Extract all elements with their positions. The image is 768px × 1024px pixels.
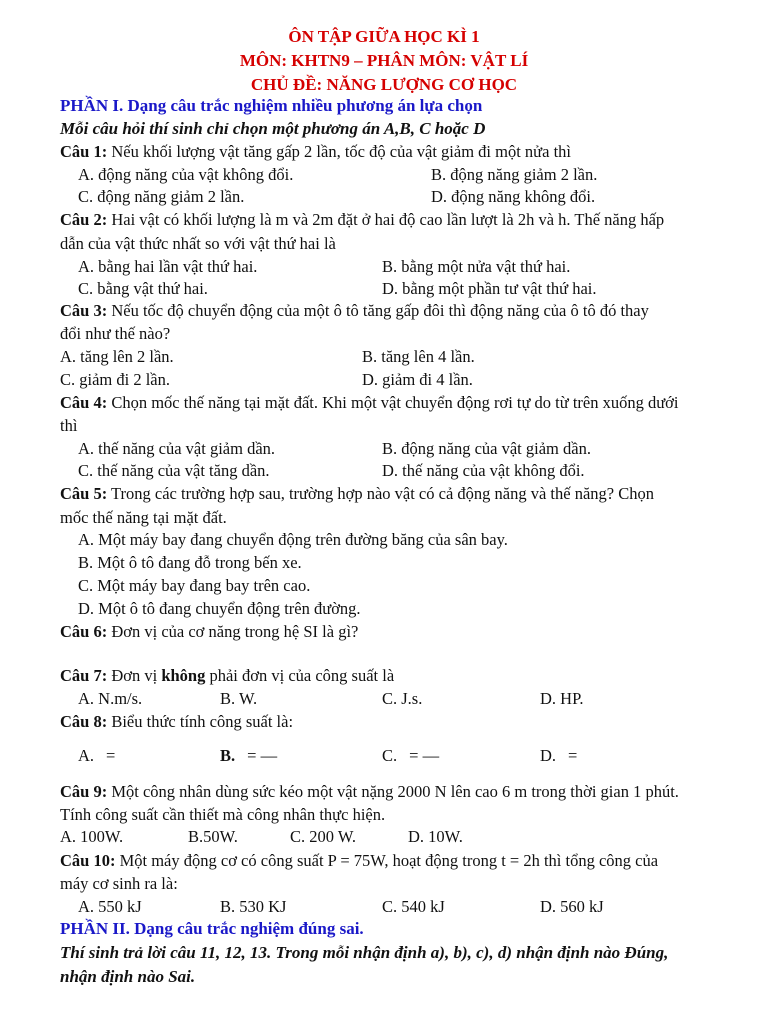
- question-7: [60, 665, 394, 687]
- question-4-cont: thì: [60, 416, 78, 435]
- question-text: phải đơn vị của công suất là: [205, 666, 395, 685]
- question-4: [60, 392, 679, 414]
- part2-instruction-line1: Thí sinh trả lời câu 11, 12, 13. Trong mỗi nhận định a), b), c), d) nhận định nào Đúng,: [60, 943, 669, 962]
- question-3-cont: đổi như thế nào?: [60, 324, 171, 343]
- q2-option-c[interactable]: C. bằng vật thứ hai.: [78, 279, 208, 298]
- question-label: Câu 8:: [60, 712, 108, 731]
- formula: = —: [409, 746, 440, 765]
- q5-option-b[interactable]: B. Một ô tô đang đỗ trong bến xe.: [78, 553, 302, 572]
- q3-option-d[interactable]: D. giảm đi 4 lần.: [362, 370, 473, 389]
- question-text: Đơn vị của cơ năng trong hệ SI là gì?: [107, 622, 359, 641]
- question-2: [60, 209, 664, 231]
- question-label: Câu 3:: [60, 301, 108, 320]
- q5-option-d[interactable]: D. Một ô tô đang chuyển động trên đường.: [78, 599, 361, 618]
- part2-instruction-line2: nhận định nào Sai.: [60, 967, 196, 986]
- question-10-cont: máy cơ sinh ra là:: [60, 874, 178, 893]
- q10-option-a[interactable]: A. 550 kJ: [78, 897, 142, 916]
- q10-option-c[interactable]: C. 540 kJ: [382, 897, 445, 916]
- formula: =: [568, 746, 578, 765]
- q3-option-b[interactable]: B. tăng lên 4 lần.: [362, 347, 475, 366]
- formula: =: [106, 746, 116, 765]
- question-8: [60, 711, 293, 733]
- question-text: Một máy động cơ có công suất P = 75W, hoạt động trong t = 2h thì tổng công của: [115, 851, 659, 870]
- question-text: Chọn mốc thế năng tại mặt đất. Khi một vật chuyển động rơi tự do từ trên xuống dưới: [107, 393, 679, 412]
- q9-option-d[interactable]: D. 10W.: [408, 827, 463, 846]
- q4-option-d[interactable]: D. thế năng của vật không đổi.: [382, 461, 585, 480]
- q8-option-b[interactable]: [220, 745, 277, 767]
- q3-option-a[interactable]: A. tăng lên 2 lần.: [60, 347, 174, 366]
- doc-title: ÔN TẬP GIỮA HỌC KÌ 1: [288, 27, 480, 46]
- question-text: Một công nhân dùng sức kéo một vật nặng 2000 N lên cao 6 m trong thời gian 1 phút.: [107, 782, 679, 801]
- question-9-cont: Tính công suất cần thiết mà công nhân thực hiện.: [60, 805, 386, 824]
- question-label: Câu 1:: [60, 142, 108, 161]
- question-label: Câu 7:: [60, 666, 108, 685]
- q4-option-a[interactable]: A. thế năng của vật giảm dần.: [78, 439, 276, 458]
- question-label: Câu 5:: [60, 484, 108, 503]
- q9-option-b[interactable]: B.50W.: [188, 827, 238, 846]
- question-10: [60, 850, 658, 872]
- q8-option-d[interactable]: [540, 745, 577, 767]
- part1-heading: PHẦN I. Dạng câu trắc nghiệm nhiều phương án lựa chọn: [60, 96, 483, 115]
- q1-option-d[interactable]: D. động năng không đổi.: [431, 187, 596, 206]
- question-label: Câu 2:: [60, 210, 108, 229]
- question-label: Câu 4:: [60, 393, 108, 412]
- question-text: Trong các trường hợp sau, trường hợp nào vật có cả động năng và thế năng? Chọn: [107, 484, 654, 503]
- q7-option-d[interactable]: D. HP.: [540, 689, 584, 708]
- doc-subject: MÔN: KHTN9 – PHÂN MÔN: VẬT LÍ: [239, 51, 529, 70]
- question-label: Câu 9:: [60, 782, 108, 801]
- q4-option-c[interactable]: C. thế năng của vật tăng dần.: [78, 461, 270, 480]
- doc-topic: CHỦ ĐỀ: NĂNG LƯỢNG CƠ HỌC: [250, 75, 518, 94]
- q2-option-d[interactable]: D. bằng một phần tư vật thứ hai.: [382, 279, 597, 298]
- question-text: Nếu khối lượng vật tăng gấp 2 lần, tốc độ của vật giảm đi một nửa thì: [107, 142, 571, 161]
- q9-option-a[interactable]: A. 100W.: [60, 827, 124, 846]
- question-text: Hai vật có khối lượng là m và 2m đặt ở hai độ cao lần lượt là 2h và h. Thế năng hấp: [107, 210, 665, 229]
- q1-option-c[interactable]: C. động năng giảm 2 lần.: [78, 187, 245, 206]
- q5-option-c[interactable]: C. Một máy bay đang bay trên cao.: [78, 576, 311, 595]
- option-label: D.: [540, 746, 557, 765]
- q2-option-a[interactable]: A. bằng hai lần vật thứ hai.: [78, 257, 258, 276]
- formula: = —: [247, 746, 278, 765]
- option-label: C.: [382, 746, 398, 765]
- question-label: Câu 6:: [60, 622, 108, 641]
- question-label: Câu 10:: [60, 851, 116, 870]
- q10-option-d[interactable]: D. 560 kJ: [540, 897, 604, 916]
- question-text: Đơn vị: [107, 666, 162, 685]
- q4-option-b[interactable]: B. động năng của vật giảm dần.: [382, 439, 591, 458]
- q1-option-b[interactable]: B. động năng giảm 2 lần.: [431, 165, 598, 184]
- q8-option-c[interactable]: [382, 745, 439, 767]
- q1-option-a[interactable]: A. động năng của vật không đổi.: [78, 165, 294, 184]
- question-3: [60, 300, 649, 322]
- option-label: A.: [78, 746, 95, 765]
- question-text: Nếu tốc độ chuyển động của một ô tô tăng gấp đôi thì động năng của ô tô đó thay: [107, 301, 649, 320]
- part2-heading: PHẦN II. Dạng câu trắc nghiệm đúng sai.: [60, 919, 364, 938]
- question-6: [60, 621, 358, 643]
- q8-option-a[interactable]: [78, 745, 115, 767]
- question-1: [60, 141, 571, 163]
- q7-option-b[interactable]: B. W.: [220, 689, 258, 708]
- question-2-cont: dẫn của vật thức nhất so với vật thứ hai là: [60, 234, 336, 253]
- q2-option-b[interactable]: B. bằng một nửa vật thứ hai.: [382, 257, 571, 276]
- q5-option-a[interactable]: A. Một máy bay đang chuyển động trên đường băng của sân bay.: [78, 530, 508, 549]
- question-text: Biểu thức tính công suất là:: [107, 712, 294, 731]
- q9-option-c[interactable]: C. 200 W.: [290, 827, 357, 846]
- part1-instruction: Mỗi câu hỏi thí sinh chỉ chọn một phương án A,B, C hoặc D: [60, 119, 486, 138]
- q10-option-b[interactable]: B. 530 KJ: [220, 897, 287, 916]
- q7-option-a[interactable]: A. N.m/s.: [78, 689, 143, 708]
- question-9: [60, 781, 679, 803]
- option-label: B.: [220, 746, 236, 765]
- q3-option-c[interactable]: C. giảm đi 2 lần.: [60, 370, 170, 389]
- q7-option-c[interactable]: C. J.s.: [382, 689, 423, 708]
- question-5: [60, 483, 654, 505]
- question-keyword: không: [161, 666, 206, 685]
- question-5-cont: mốc thế năng tại mặt đất.: [60, 508, 227, 527]
